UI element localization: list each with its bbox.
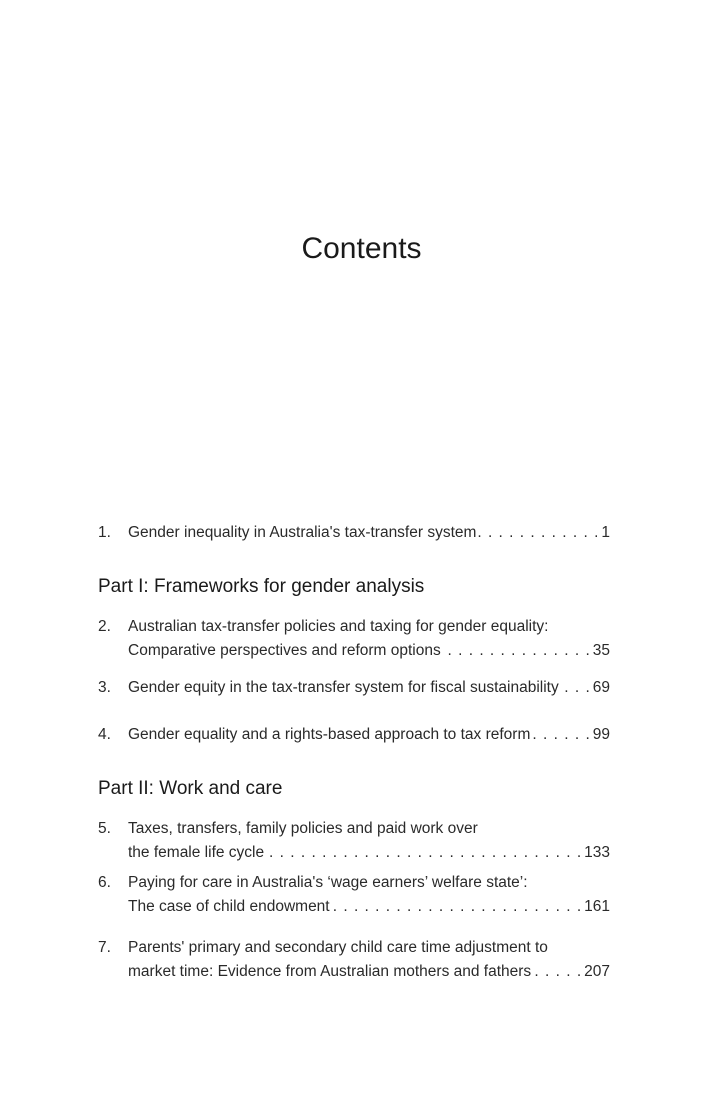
toc-entry-4[interactable]: [98, 723, 610, 747]
toc-entry-7[interactable]: [98, 936, 610, 984]
entry-number: 4.: [98, 726, 111, 743]
entry-title: Gender equality and a rights-based approach to tax reform: [128, 726, 531, 743]
part-heading-1: Part I: Frameworks for gender analysis: [98, 576, 425, 597]
leader-dots: [478, 521, 599, 545]
entry-title: Gender inequality in Australia's tax-transfer system: [128, 524, 477, 541]
leader-dots: [332, 895, 583, 919]
leader-dots: [532, 723, 590, 747]
leader-dots: [533, 960, 582, 984]
entry-title: market time: Evidence from Australian mothers and fathers: [128, 963, 532, 980]
entry-title: Gender equity in the tax-transfer system for fiscal sustainability: [128, 679, 559, 696]
entry-page: 133: [584, 844, 610, 861]
leader-dots: [443, 639, 591, 663]
entry-title-line: Australian tax-transfer policies and taxing for gender equality:: [128, 618, 549, 635]
leader-dots: [266, 841, 582, 865]
entry-title: The case of child endowment: [128, 898, 330, 915]
entry-title-line: Taxes, transfers, family policies and paid work over: [128, 820, 478, 837]
toc-entry-3[interactable]: [98, 676, 610, 700]
part-heading-2: Part II: Work and care: [98, 778, 283, 799]
entry-page: 69: [592, 679, 610, 696]
entry-number: 3.: [98, 679, 111, 696]
entry-number: 5.: [98, 820, 111, 837]
toc-entry-6[interactable]: [98, 871, 610, 919]
entry-page: 207: [584, 963, 610, 980]
entry-title: the female life cycle: [128, 844, 265, 861]
entry-page: 99: [592, 726, 610, 743]
page-title: Contents: [301, 232, 422, 265]
entry-page: 35: [592, 642, 610, 659]
entry-title-line: Parents' primary and secondary child care time adjustment to: [128, 939, 548, 956]
entry-page: 161: [584, 898, 610, 915]
entry-title-line: Paying for care in Australia's ‘wage earners’ welfare state’:: [128, 874, 528, 891]
entry-number: 6.: [98, 874, 111, 891]
entry-number: 1.: [98, 524, 111, 541]
entry-page: 1: [601, 524, 610, 541]
entry-number: 7.: [98, 939, 111, 956]
toc-entry-5[interactable]: [98, 817, 610, 865]
entry-number: 2.: [98, 618, 111, 635]
toc-entry-2[interactable]: [98, 615, 610, 663]
leader-dots: [561, 676, 591, 700]
entry-title: Comparative perspectives and reform options: [128, 642, 441, 659]
toc-entry-1[interactable]: [98, 521, 610, 545]
